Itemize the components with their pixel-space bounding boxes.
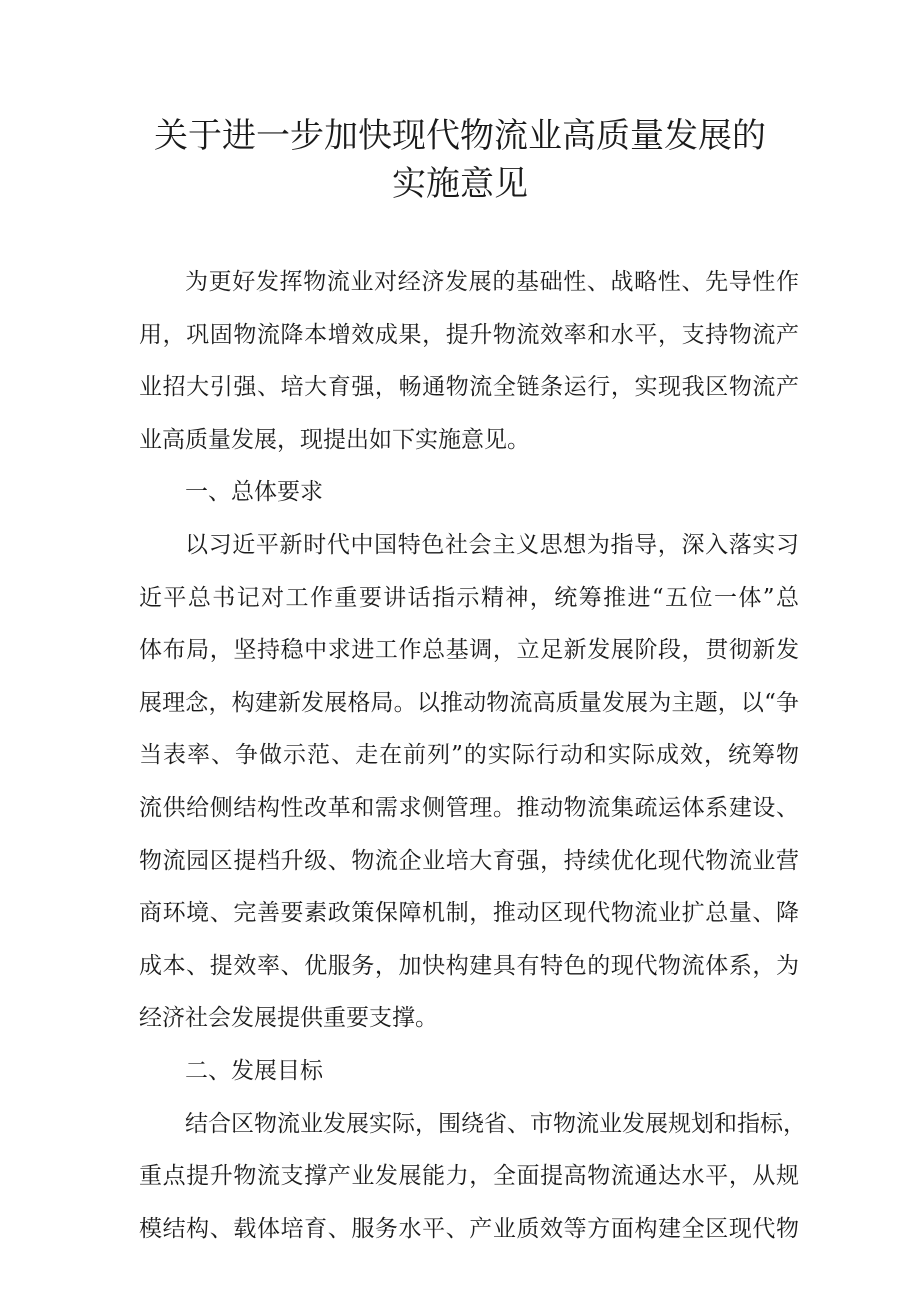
body-line: 成本、提效率、优服务，加快构建具有特色的现代物流体系，为 [139, 952, 799, 979]
document-title-line-2: 实施意见 [392, 164, 528, 204]
body-line: 当表率、争做示范、走在前列”的实际行动和实际成效，统筹物 [139, 742, 799, 769]
document-title-line-1: 关于进一步加快现代物流业高质量发展的 [154, 116, 766, 156]
body-line: 业招大引强、培大育强，畅通物流全链条运行，实现我区物流产 [139, 374, 799, 401]
body-line: 用，巩固物流降本增效成果，提升物流效率和水平，支持物流产 [139, 321, 799, 348]
body-line: 模结构、载体培育、服务水平、产业质效等方面构建全区现代物 [139, 1215, 799, 1242]
body-line: 以习近平新时代中国特色社会主义思想为指导，深入落实习 [185, 531, 799, 558]
document-body [139, 256, 806, 1255]
body-line: 展理念，构建新发展格局。以推动物流高质量发展为主题，以“争 [139, 689, 799, 716]
body-line: 重点提升物流支撑产业发展能力，全面提高物流通达水平，从规 [139, 1163, 799, 1190]
body-line: 商环境、完善要素政策保障机制，推动区现代物流业扩总量、降 [139, 900, 799, 927]
body-line: 经济社会发展提供重要支撑。 [139, 1005, 438, 1032]
body-line: 流供给侧结构性改革和需求侧管理。推动物流集疏运体系建设、 [139, 794, 799, 821]
body-line: 结合区物流业发展实际，围绕省、市物流业发展规划和指标， [185, 1110, 806, 1137]
section-heading: 二、发展目标 [185, 1057, 323, 1084]
section-heading: 一、总体要求 [185, 479, 323, 506]
body-line: 为更好发挥物流业对经济发展的基础性、战略性、先导性作 [185, 269, 799, 295]
body-line: 业高质量发展，现提出如下实施意见。 [139, 426, 530, 453]
body-line: 体布局，坚持稳中求进工作总基调，立足新发展阶段，贯彻新发 [139, 637, 799, 664]
body-line: 物流园区提档升级、物流企业培大育强，持续优化现代物流业营 [139, 847, 799, 874]
body-line: 近平总书记对工作重要讲话指示精神，统筹推进“五位一体”总 [139, 584, 799, 611]
